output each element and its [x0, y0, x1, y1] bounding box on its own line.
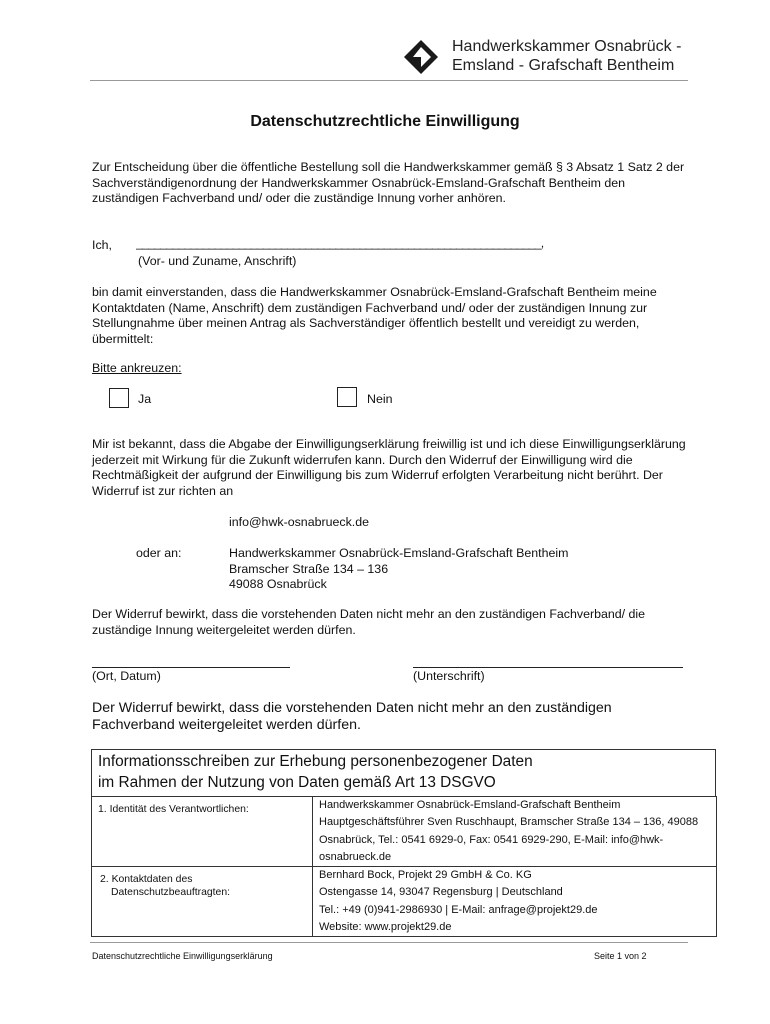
info-row-label: Identität des Verantwortlichen:	[109, 804, 249, 815]
info-row-dpo	[92, 867, 717, 937]
info-row-dpo-label	[92, 867, 313, 937]
name-field-hint: (Vor- und Zuname, Anschrift)	[138, 254, 297, 268]
footer-divider	[90, 942, 688, 943]
name-label: Ich,	[92, 238, 112, 252]
info-row-dpo-value	[313, 867, 717, 937]
info-box-title-line1: Informationsschreiben zur Erhebung personenbezogener Daten	[98, 753, 533, 770]
checkbox-yes-label: Ja	[138, 392, 152, 406]
place-date-label: (Ort, Datum)	[92, 669, 161, 683]
checkbox-prompt: Bitte ankreuzen:	[92, 361, 182, 375]
contact-address-line1: Handwerkskammer Osnabrück-Emsland-Grafschaft Bentheim	[229, 546, 569, 560]
info-box	[91, 749, 716, 937]
document-title: Datenschutzrechtliche Einwilligung	[250, 113, 520, 130]
contact-address-line2: Bramscher Straße 134 – 136	[229, 561, 389, 576]
revocation-effect-paragraph: Der Widerruf bewirkt, dass die vorstehenden Daten nicht mehr an den zuständigen Fachverband/ die zuständige Innung weitergeleitet werden dürfen.	[92, 607, 646, 637]
contact-or-label: oder an:	[136, 546, 182, 560]
info-row-identity-value: Handwerkskammer Osnabrück-Emsland-Grafschaft Bentheim Hauptgeschäftsführer Sven Ruschhaupt, Bramscher Straße 134 – 136, 49088 Osnabrück, Tel.: 0541 6929-0, Fax: 0541 6929-290, E-Mail: info@hwk-osnabrueck.de	[313, 797, 717, 867]
revocation-info-paragraph: Mir ist bekannt, dass die Abgabe der Einwilligungserklärung freiwillig ist und ich diese Einwilligungserklärung jederzeit mit Wirkung für die Zukunft widerrufen kann. Durch den Widerruf der Einwilligung wird die Rechtmäßigkeit der aufgrund der Einwilligung bis zum Widerruf erfolgten Verarbeitung nicht berührt. Der Widerruf ist zur richten an	[92, 437, 686, 498]
checkbox-no-label: Nein	[367, 392, 393, 406]
dpo-contact: Tel.: +49 (0)941-2986930 | E-Mail: anfrage@projekt29.de	[319, 903, 598, 916]
info-table	[91, 796, 717, 937]
dpo-name: Bernhard Bock, Projekt 29 GmbH & Co. KG	[319, 869, 532, 882]
checkbox-yes[interactable]	[109, 388, 129, 408]
revocation-effect-large: Der Widerruf bewirkt, dass die vorstehenden Daten nicht mehr an den zuständigen Fachverband weitergeleitet werden dürfen.	[92, 700, 612, 733]
footer-left-text: Datenschutzrechtliche Einwilligungserklärung	[92, 951, 273, 961]
organization-name	[452, 37, 681, 75]
contact-address-line3: 49088 Osnabrück	[229, 577, 327, 591]
signature-label: (Unterschrift)	[413, 669, 485, 683]
hwk-logo-icon	[404, 40, 438, 74]
checkbox-no[interactable]	[337, 387, 357, 407]
intro-paragraph: Zur Entscheidung über die öffentliche Bestellung soll die Handwerkskammer gemäß § 3 Absatz 1 Satz 2 der Sachverständigenordnung der Handwerkskammer Osnabrück-Emsland-Grafschaft Bentheim den zuständigen Fachverband und/ oder die zuständige Innung vorher anhören.	[92, 160, 685, 205]
info-box-title	[91, 749, 716, 796]
info-row-label-line2: Datenschutzbeauftragten:	[111, 887, 230, 899]
info-row-num: 2.	[100, 874, 109, 886]
organization-name-line1: Handwerkskammer Osnabrück -	[452, 38, 682, 55]
consent-paragraph: bin damit einverstanden, dass die Handwerkskammer Osnabrück-Emsland-Grafschaft Bentheim meine Kontaktdaten (Name, Anschrift) dem zuständigen Fachverband und/ oder der zuständigen Innung zur Stellungnahme über meinen Antrag als Sachverständiger öffentlich bestellt und vereidigt zu werden, übermittelt:	[92, 285, 657, 346]
name-input-line[interactable]: ___________________________________________________________________,	[136, 236, 544, 250]
contact-email[interactable]: info@hwk-osnabrueck.de	[229, 515, 369, 529]
page-number: Seite 1 von 2	[594, 951, 647, 961]
contact-address	[229, 546, 568, 593]
info-row-num: 1.	[98, 804, 107, 815]
info-row-identity-label	[92, 797, 313, 867]
organization-name-line2: Emsland - Grafschaft Bentheim	[452, 57, 675, 74]
info-row-label-line1: Kontaktdaten des	[111, 874, 193, 886]
dpo-website[interactable]: Website: www.projekt29.de	[319, 921, 452, 934]
dpo-address: Ostengasse 14, 93047 Regensburg | Deutschland	[319, 886, 563, 899]
info-box-title-line2: im Rahmen der Nutzung von Daten gemäß Art 13 DSGVO	[98, 774, 496, 791]
info-row-identity	[92, 797, 717, 867]
header-divider	[90, 80, 688, 81]
place-date-line[interactable]	[92, 667, 290, 668]
signature-line[interactable]	[413, 667, 683, 668]
